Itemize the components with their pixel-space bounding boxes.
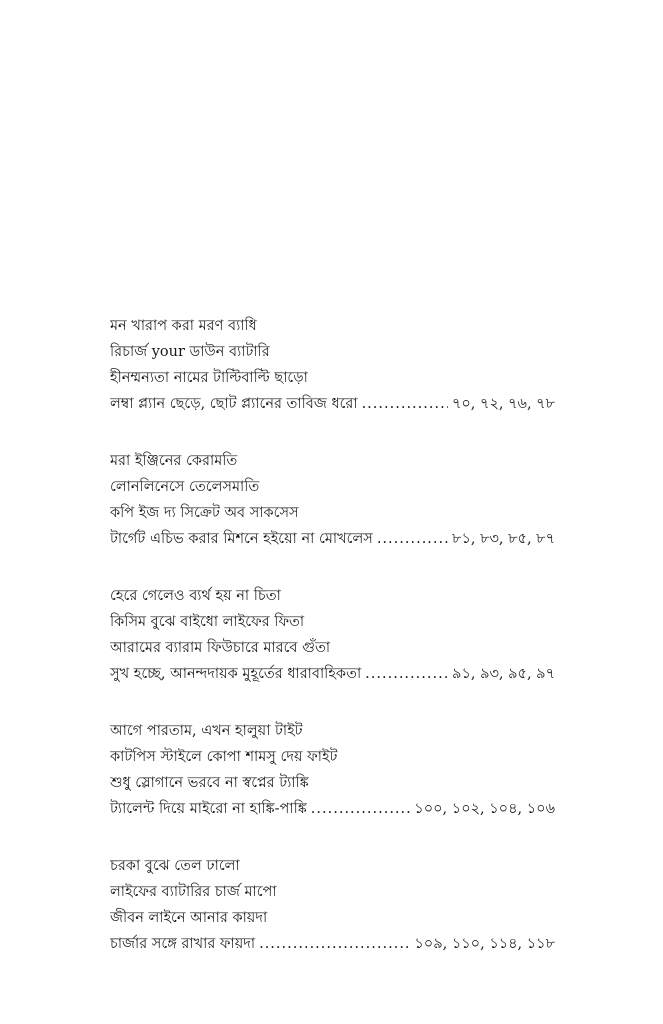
entry-title: লম্বা প্ল্যান ছেড়ে, ছোট প্ল্যানের তাবিজ ধরো: [110, 396, 358, 412]
toc-group: [110, 448, 555, 552]
toc-line: হীনম্মন্যতা নামের টাল্টিবাল্টি ছাড়ো: [110, 370, 308, 386]
toc-line: রিচার্জ your ডাউন ব্যাটারি: [110, 344, 270, 360]
dot-leader: [311, 796, 411, 822]
toc-entry: [110, 526, 555, 552]
page-numbers: ১০৯, ১১০, ১১৪, ১১৮: [414, 936, 555, 952]
page-numbers: ১০০, ১০২, ১০৪, ১০৬: [414, 801, 555, 817]
page-numbers: ৭০, ৭২, ৭৬, ৭৮: [451, 396, 555, 412]
toc-group: [110, 853, 555, 957]
toc-entry: [110, 796, 555, 822]
entry-title: টার্গেট এচিভ করার মিশনে হইয়ো না মোখলেস: [110, 531, 373, 547]
toc-line: শুধু স্লোগানে ভরবে না স্বপ্নের ট্যাঙ্কি: [110, 775, 309, 791]
dot-leader: [259, 931, 410, 957]
toc-line: আরামের ব্যারাম ফিউচারে মারবে গুঁতা: [110, 640, 331, 656]
toc-line: লাইফের ব্যাটারির চার্জ মাপো: [110, 884, 277, 900]
toc-line: আগে পারতাম, এখন হালুয়া টাইট: [110, 723, 303, 739]
toc-group: [110, 718, 555, 822]
page-numbers: ৯১, ৯৩, ৯৫, ৯৭: [452, 666, 555, 682]
toc-line: কপি ইজ দ্য সিক্রেট অব সাকসেস: [110, 505, 299, 521]
toc-line: কাটপিস স্টাইলে কোপা শামসু দেয় ফাইট: [110, 749, 338, 765]
page-numbers: ৮১, ৮৩, ৮৫, ৮৭: [452, 531, 555, 547]
table-of-contents: [110, 313, 555, 988]
dot-leader: [365, 661, 448, 687]
dot-leader: [362, 391, 448, 417]
toc-line: মরা ইঞ্জিনের কেরামতি: [110, 453, 238, 469]
toc-line: চরকা বুঝে তেল ঢালো: [110, 858, 240, 874]
toc-line: জীবন লাইনে আনার কায়দা: [110, 910, 268, 926]
entry-title: চার্জার সঙ্গে রাখার ফায়দা: [110, 936, 256, 952]
toc-line: লোনলিনেসে তেলেসমাতি: [110, 479, 260, 495]
toc-entry: [110, 931, 555, 957]
dot-leader: [377, 526, 448, 552]
toc-line: কিসিম বুঝে বাইধো লাইফের ফিতা: [110, 614, 305, 630]
toc-entry: [110, 661, 555, 687]
toc-group: [110, 583, 555, 687]
toc-group: [110, 313, 555, 417]
toc-line: হেরে গেলেও ব্যর্থ হয় না চিতা: [110, 588, 281, 604]
entry-title: সুখ হচ্ছে, আনন্দদায়ক মুহূর্তের ধারাবাহিকতা: [110, 666, 362, 682]
toc-line: মন খারাপ করা মরণ ব্যাধি: [110, 318, 257, 334]
entry-title: ট্যালেন্ট দিয়ে মাইরো না হাঙ্কি-পাঙ্কি: [110, 801, 307, 817]
toc-entry: [110, 391, 555, 417]
